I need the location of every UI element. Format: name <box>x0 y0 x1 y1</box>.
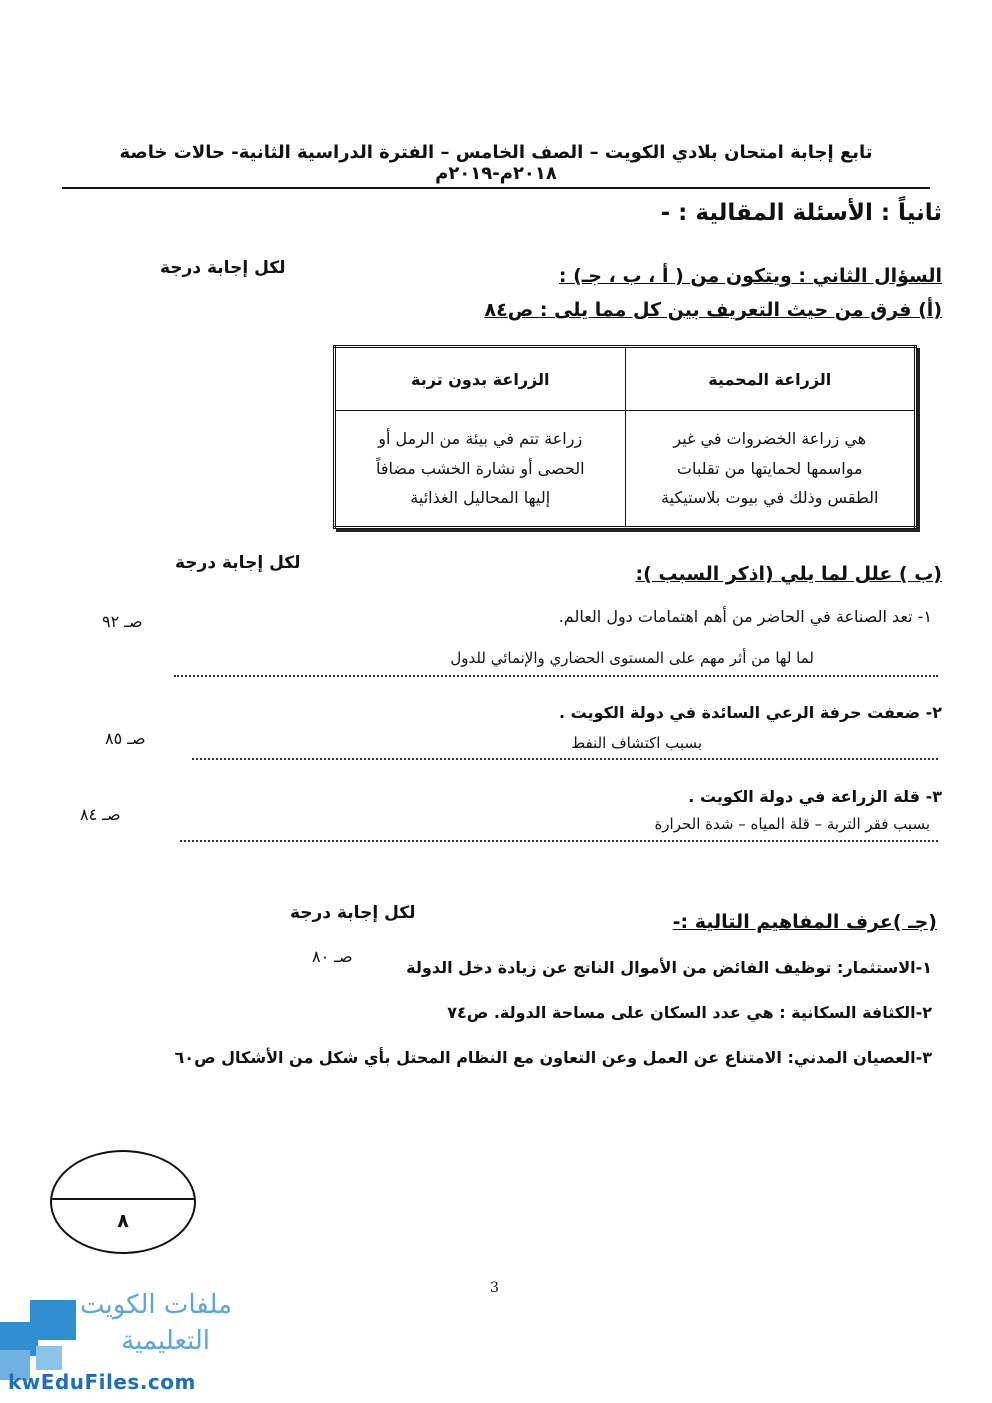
table-cell-line: هي زراعة الخضروات في غير <box>673 429 867 449</box>
page-number: 3 <box>490 1280 499 1296</box>
score-value: ٨ <box>117 1210 129 1232</box>
part-b-item-2-ref: صـ ٨٥ <box>105 729 146 748</box>
table-row <box>335 411 916 528</box>
table-cell-line: مواسمها لحمايتها من تقلبات <box>676 458 863 478</box>
part-b-item-2-answer: بسبب اكتشاف النفط <box>571 734 702 752</box>
table-cell-line: الحصى أو نشارة الخشب مضافاً <box>375 458 585 478</box>
part-b-item-1-answer: لما لها من أثر مهم على المستوى الحضاري والإنمائي للدول <box>450 649 814 667</box>
comparison-table <box>333 345 917 529</box>
answer-dotted-line <box>180 840 938 842</box>
section-title: ثانياً : الأسئلة المقالية : - <box>660 200 942 226</box>
score-divider <box>52 1198 194 1200</box>
table-header-soilless: الزراعة بدون تربة <box>335 347 626 411</box>
exam-header: تابع إجابة امتحان بلادي الكويت – الصف الخامس – الفترة الدراسية الثانية- حالات خاصة ٢٠١٨م-٢٠١٩م <box>62 142 930 189</box>
part-a-title: (أ) فرق من حيث التعريف بين كل مما يلى : ص٨٤ <box>484 299 942 321</box>
score-oval <box>50 1150 196 1254</box>
table-cell-line: زراعة تتم في بيئة من الرمل أو <box>378 429 583 449</box>
answer-dotted-line <box>192 758 938 760</box>
table-header-protected: الزراعة المحمية <box>625 347 916 411</box>
part-b-item-1-ref: صـ ٩٢ <box>102 612 143 631</box>
concept-investment: ١-الاستثمار: توظيف الفائض من الأموال الناتج عن زيادة دخل الدولة <box>406 958 932 977</box>
grade-note-part-c: لكل إجابة درجة <box>290 903 416 923</box>
logo-line-1: ملفات الكويت <box>79 1290 232 1320</box>
logo-site: kwEduFiles.com <box>8 1370 196 1394</box>
question-2-title: السؤال الثاني : ويتكون من ( أ ، ب ، جـ) : <box>558 265 942 287</box>
part-b-title: (ب ) علل لما يلي (اذكر السبب ): <box>635 563 942 585</box>
part-b-item-2-question: ٢- ضعفت حرفة الرعي السائدة في دولة الكويت . <box>559 703 942 722</box>
part-c-ref: صـ ٨٠ <box>312 947 353 966</box>
logo-line-2: التعليمية <box>121 1326 210 1356</box>
part-b-item-3-ref: صـ ٨٤ <box>80 805 121 824</box>
table-header-row <box>335 347 916 411</box>
table-cell-line: إليها المحاليل الغذائية <box>410 488 551 508</box>
part-b-item-3-answer: بسبب فقر التربة – قلة المياه – شدة الحرارة <box>654 815 930 833</box>
part-b-item-1-question: ١- تعد الصناعة في الحاضر من أهم اهتمامات دول العالم. <box>558 607 932 626</box>
part-b-item-3-question: ٣- قلة الزراعة في دولة الكويت . <box>688 787 942 806</box>
concept-civil-disobedience: ٣-العصيان المدني: الامتناع عن العمل وعن التعاون مع النظام المحتل بأي شكل من الأشكال ص٦٠ <box>174 1048 932 1067</box>
table-cell-soilless <box>335 411 626 528</box>
table-cell-protected <box>625 411 916 528</box>
grade-note-part-b: لكل إجابة درجة <box>175 553 301 573</box>
table-cell-line: الطقس وذلك في بيوت بلاستيكية <box>661 488 879 508</box>
grade-note-q2: لكل إجابة درجة <box>160 258 286 278</box>
kwedufiles-logo <box>0 1290 250 1400</box>
answer-dotted-line <box>174 675 938 677</box>
concept-population-density: ٢-الكثافة السكانية : هي عدد السكان على مساحة الدولة. ص٧٤ <box>447 1003 932 1022</box>
part-c-title: (جـ )عرف المفاهيم التالية :- <box>672 911 937 933</box>
